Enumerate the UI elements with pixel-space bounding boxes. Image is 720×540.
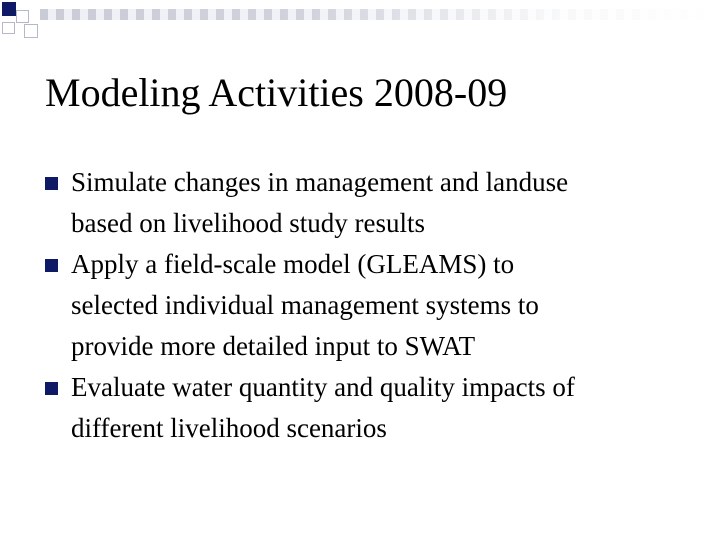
bullet-item — [45, 162, 685, 244]
corner-square-outline — [16, 10, 29, 23]
bullet-list — [45, 162, 685, 449]
square-bullet-icon — [45, 259, 58, 272]
square-bullet-icon — [45, 177, 58, 190]
bullet-text: Simulate changes in management and landuse based on livelihood study results — [71, 167, 569, 238]
corner-square-outline — [2, 22, 15, 34]
corner-square-dark — [2, 2, 16, 16]
bullet-text: Apply a field-scale model (GLEAMS) to selected individual management systems to provide more detailed input to SWAT — [71, 249, 539, 361]
bullet-item — [45, 367, 685, 449]
square-bullet-icon — [45, 382, 58, 395]
bullet-text: Evaluate water quantity and quality impacts of different livelihood scenarios — [71, 372, 575, 443]
slide-title: Modeling Activities 2008-09 — [45, 70, 508, 115]
bullet-item — [45, 244, 685, 367]
header-checker-band — [40, 9, 720, 20]
corner-square-outline — [24, 24, 38, 38]
